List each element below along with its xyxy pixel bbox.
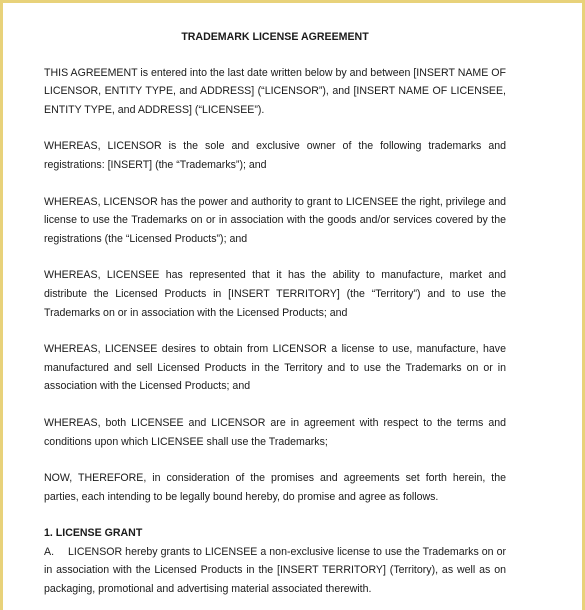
clause-a-text: LICENSOR hereby grants to LICENSEE a non-exclusive license to use the Trademarks on or in association with the Licensed Products in the [INSERT TERRITORY] (Territory), as well as on packaging, promotional and advertising material associated therewith. [44,545,506,596]
paragraph-preamble: THIS AGREEMENT is entered into the last date written below by and between [INSERT NAME OF LICENSOR, ENTITY TYPE, and ADDRESS] (“LICENSOR”), and [INSERT NAME OF LICENSEE, ENTITY TYPE, and ADDRESS] (“LICENSEE”). [44,66,506,116]
paragraph-whereas-owner: WHEREAS, LICENSOR is the sole and exclusive owner of the following trademarks and registrations: [INSERT] (the “Trademarks”); and [44,140,506,171]
document-title: TRADEMARK LICENSE AGREEMENT [181,31,369,43]
paragraph-whereas-ability: WHEREAS, LICENSEE has represented that it has the ability to manufacture, market and distribute the Licensed Products in [INSERT TERRITORY] (the “Territory”) and to use the Trademarks on or in association with the Licensed Products; and [44,269,506,319]
paragraph-now-therefore: NOW, THEREFORE, in consideration of the promises and agreements set forth herein, the parties, each intending to be legally bound hereby, do promise and agree as follows. [44,472,506,503]
paragraph-whereas-agreement: WHEREAS, both LICENSEE and LICENSOR are in agreement with respect to the terms and conditions upon which LICENSEE shall use the Trademarks; [44,416,506,448]
clause-a-letter: A. [44,545,55,558]
paragraph-whereas-desire: WHEREAS, LICENSEE desires to obtain from LICENSOR a license to use, manufacture, have manufactured and sell Licensed Products in the Territory and to use the Trademarks on or in association with the Licensed Products; and [44,343,506,393]
document-page [44,28,506,599]
clause-a [44,543,506,599]
section-heading-license-grant: 1. LICENSE GRANT [44,527,143,540]
paragraph-whereas-authority: WHEREAS, LICENSOR has the power and authority to grant to LICENSEE the right, privilege and license to use the Trademarks on or in association with the goods and/or services covered by the registrations (the “Licensed Products”); and [44,195,506,245]
